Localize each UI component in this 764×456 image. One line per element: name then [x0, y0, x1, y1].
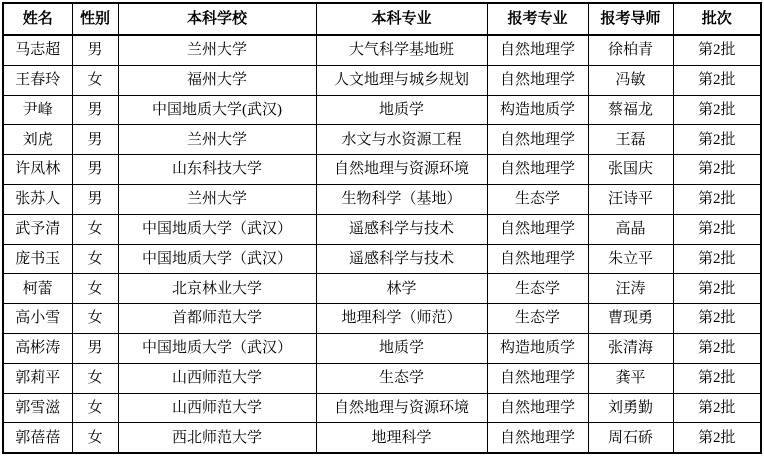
- cell-name: 尹峰: [3, 95, 72, 125]
- cell-major: 地质学: [316, 95, 487, 125]
- cell-gender: 男: [72, 155, 118, 185]
- cell-school: 西北师范大学: [118, 423, 316, 453]
- cell-apply-major: 自然地理学: [487, 423, 588, 453]
- cell-apply-major: 自然地理学: [487, 393, 588, 423]
- cell-batch: 第2批: [673, 214, 761, 244]
- cell-gender: 女: [72, 244, 118, 274]
- cell-gender: 女: [72, 214, 118, 244]
- cell-batch: 第2批: [673, 304, 761, 334]
- cell-batch: 第2批: [673, 274, 761, 304]
- cell-batch: 第2批: [673, 95, 761, 125]
- cell-school: 中国地质大学（武汉）: [118, 244, 316, 274]
- cell-advisor: 张国庆: [588, 155, 673, 185]
- cell-major: 自然地理与资源环境: [316, 393, 487, 423]
- cell-major: 遥感科学与技术: [316, 244, 487, 274]
- cell-apply-major: 自然地理学: [487, 214, 588, 244]
- cell-school: 福州大学: [118, 65, 316, 95]
- cell-batch: 第2批: [673, 363, 761, 393]
- cell-gender: 男: [72, 125, 118, 155]
- table-header: [3, 3, 761, 35]
- cell-apply-major: 自然地理学: [487, 244, 588, 274]
- cell-school: 中国地质大学(武汉): [118, 95, 316, 125]
- table-row: [3, 95, 761, 125]
- cell-gender: 女: [72, 423, 118, 453]
- table-row: [3, 155, 761, 185]
- cell-school: 兰州大学: [118, 125, 316, 155]
- cell-name: 庞书玉: [3, 244, 72, 274]
- cell-school: 兰州大学: [118, 35, 316, 65]
- cell-advisor: 徐柏青: [588, 35, 673, 65]
- cell-gender: 男: [72, 95, 118, 125]
- cell-major: 生态学: [316, 363, 487, 393]
- header-school: 本科学校: [118, 3, 316, 35]
- cell-batch: 第2批: [673, 155, 761, 185]
- cell-batch: 第2批: [673, 244, 761, 274]
- cell-major: 人文地理与城乡规划: [316, 65, 487, 95]
- cell-name: 张苏人: [3, 184, 72, 214]
- cell-name: 高小雪: [3, 304, 72, 334]
- cell-apply-major: 构造地质学: [487, 95, 588, 125]
- cell-gender: 女: [72, 274, 118, 304]
- cell-apply-major: 构造地质学: [487, 333, 588, 363]
- cell-school: 北京林业大学: [118, 274, 316, 304]
- cell-major: 林学: [316, 274, 487, 304]
- cell-major: 自然地理与资源环境: [316, 155, 487, 185]
- table-row: [3, 125, 761, 155]
- cell-major: 大气科学基地班: [316, 35, 487, 65]
- cell-batch: 第2批: [673, 184, 761, 214]
- cell-apply-major: 自然地理学: [487, 35, 588, 65]
- cell-school: 中国地质大学（武汉）: [118, 333, 316, 363]
- cell-school: 兰州大学: [118, 184, 316, 214]
- cell-apply-major: 自然地理学: [487, 65, 588, 95]
- cell-major: 地理科学（师范）: [316, 304, 487, 334]
- cell-advisor: 周石硚: [588, 423, 673, 453]
- cell-advisor: 朱立平: [588, 244, 673, 274]
- cell-advisor: 汪诗平: [588, 184, 673, 214]
- cell-gender: 女: [72, 65, 118, 95]
- cell-batch: 第2批: [673, 65, 761, 95]
- cell-advisor: 汪涛: [588, 274, 673, 304]
- cell-name: 刘虎: [3, 125, 72, 155]
- cell-school: 山东科技大学: [118, 155, 316, 185]
- cell-apply-major: 自然地理学: [487, 155, 588, 185]
- cell-gender: 女: [72, 363, 118, 393]
- cell-name: 郭莉平: [3, 363, 72, 393]
- cell-major: 水文与水资源工程: [316, 125, 487, 155]
- table-row: [3, 184, 761, 214]
- header-apply-major: 报考专业: [487, 3, 588, 35]
- cell-advisor: 高晶: [588, 214, 673, 244]
- cell-advisor: 刘勇勤: [588, 393, 673, 423]
- table-row: [3, 274, 761, 304]
- table-row: [3, 35, 761, 65]
- header-name: 姓名: [3, 3, 72, 35]
- table-row: [3, 423, 761, 453]
- cell-advisor: 曹现勇: [588, 304, 673, 334]
- cell-name: 马志超: [3, 35, 72, 65]
- cell-gender: 女: [72, 393, 118, 423]
- table-body: [3, 35, 761, 453]
- cell-advisor: 冯敏: [588, 65, 673, 95]
- cell-name: 郭蓓蓓: [3, 423, 72, 453]
- cell-gender: 男: [72, 35, 118, 65]
- cell-advisor: 蔡福龙: [588, 95, 673, 125]
- header-batch: 批次: [673, 3, 761, 35]
- cell-apply-major: 生态学: [487, 184, 588, 214]
- table-row: [3, 304, 761, 334]
- cell-apply-major: 生态学: [487, 274, 588, 304]
- cell-major: 遥感科学与技术: [316, 214, 487, 244]
- cell-advisor: 张清海: [588, 333, 673, 363]
- cell-gender: 男: [72, 333, 118, 363]
- cell-school: 山西师范大学: [118, 363, 316, 393]
- cell-school: 中国地质大学（武汉）: [118, 214, 316, 244]
- header-row: [3, 3, 761, 35]
- cell-major: 生物科学（基地）: [316, 184, 487, 214]
- table-row: [3, 363, 761, 393]
- cell-batch: 第2批: [673, 423, 761, 453]
- cell-batch: 第2批: [673, 393, 761, 423]
- header-advisor: 报考导师: [588, 3, 673, 35]
- cell-advisor: 王磊: [588, 125, 673, 155]
- cell-name: 王春玲: [3, 65, 72, 95]
- table-row: [3, 333, 761, 363]
- cell-gender: 女: [72, 304, 118, 334]
- table-row: [3, 65, 761, 95]
- cell-batch: 第2批: [673, 333, 761, 363]
- cell-apply-major: 生态学: [487, 304, 588, 334]
- student-roster-table: [2, 2, 762, 454]
- cell-name: 柯蕾: [3, 274, 72, 304]
- cell-major: 地质学: [316, 333, 487, 363]
- cell-gender: 男: [72, 184, 118, 214]
- cell-major: 地理科学: [316, 423, 487, 453]
- cell-advisor: 龚平: [588, 363, 673, 393]
- cell-name: 武予清: [3, 214, 72, 244]
- header-major: 本科专业: [316, 3, 487, 35]
- table-row: [3, 244, 761, 274]
- cell-batch: 第2批: [673, 35, 761, 65]
- cell-school: 首都师范大学: [118, 304, 316, 334]
- cell-name: 许凤林: [3, 155, 72, 185]
- cell-school: 山西师范大学: [118, 393, 316, 423]
- header-gender: 性别: [72, 3, 118, 35]
- cell-apply-major: 自然地理学: [487, 363, 588, 393]
- cell-batch: 第2批: [673, 125, 761, 155]
- cell-name: 高彬涛: [3, 333, 72, 363]
- cell-name: 郭雪滋: [3, 393, 72, 423]
- table-row: [3, 393, 761, 423]
- cell-apply-major: 自然地理学: [487, 125, 588, 155]
- table-row: [3, 214, 761, 244]
